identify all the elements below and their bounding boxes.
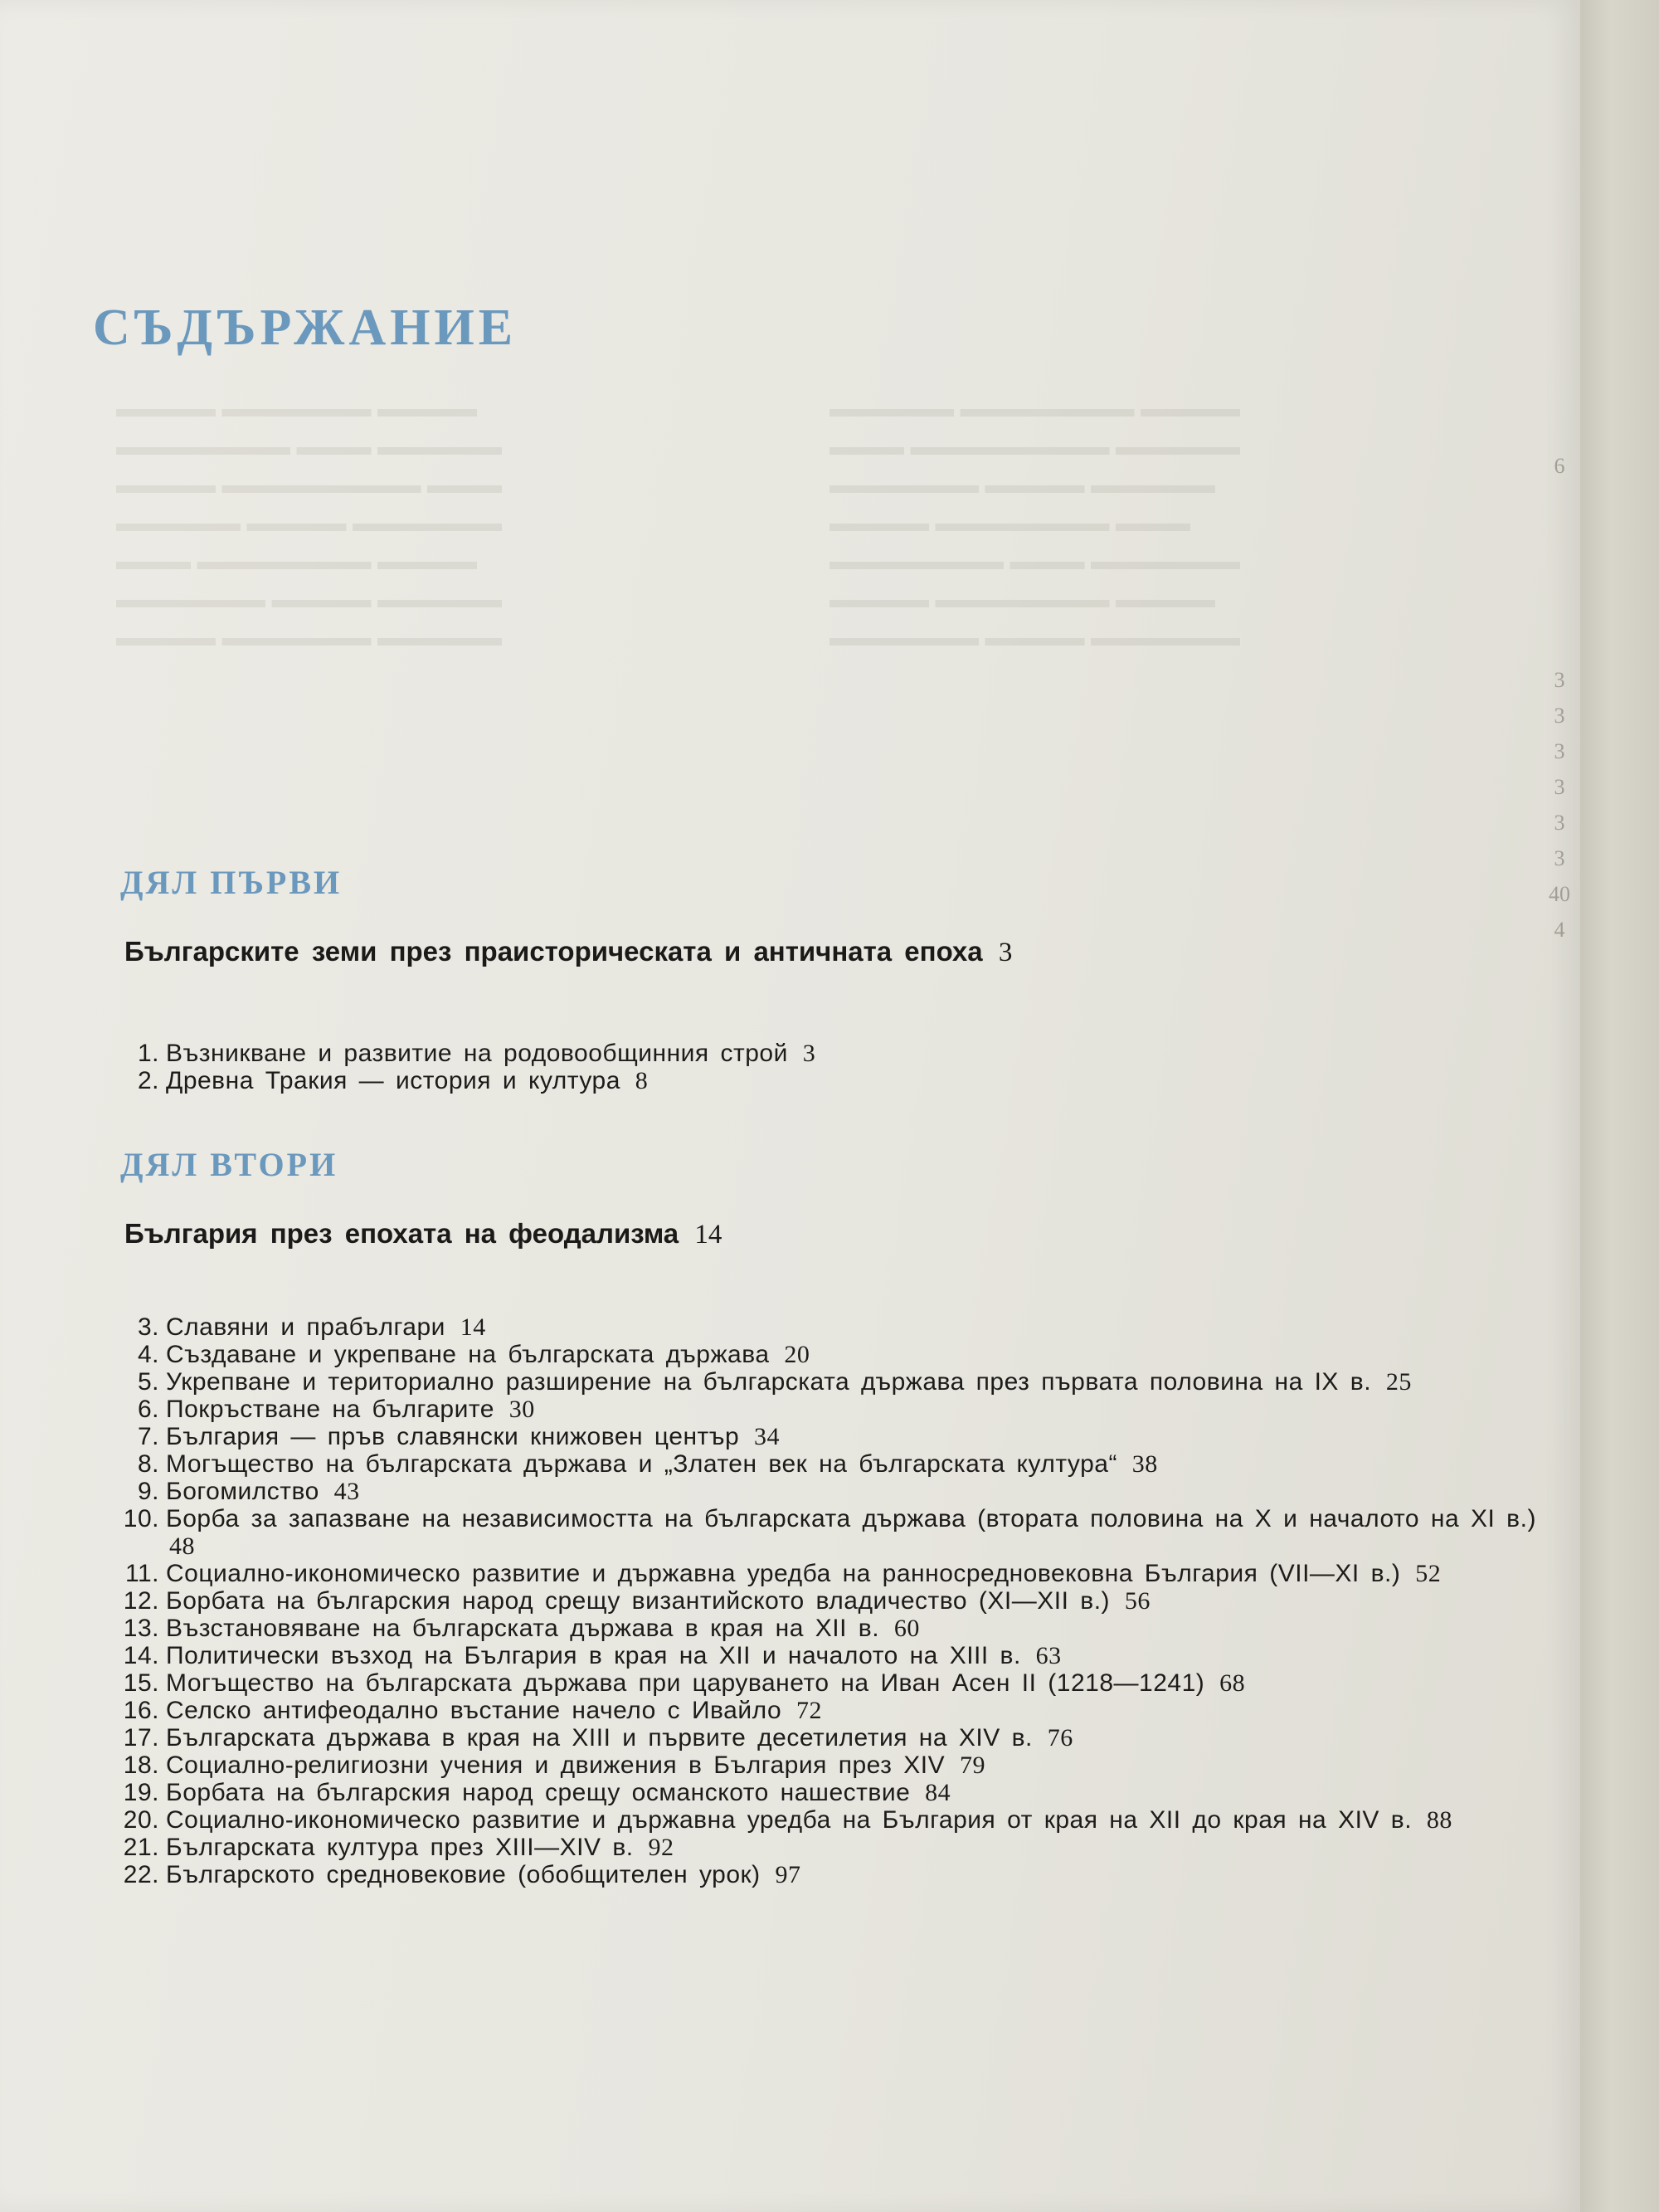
toc-entry-title: Борбата на българския народ срещу османското нашествие [166, 1779, 911, 1806]
margin-digit [1543, 519, 1576, 555]
toc-entry-number: 9. [137, 1478, 159, 1505]
toc-entry-page: 30 [508, 1396, 535, 1423]
section-1-heading [124, 936, 1012, 968]
bleed-through-text-left: ▬▬▬▬ ▬▬▬▬▬▬ ▬▬▬▬ ▬▬▬▬▬▬▬ ▬▬▬ ▬▬▬▬▬ ▬▬▬▬ ▬▬▬▬▬▬▬▬ ▬▬▬ ▬▬▬▬▬ ▬▬▬▬ ▬▬▬▬▬▬ ▬▬▬ ▬▬▬▬▬▬▬ ▬▬▬▬ ▬▬▬▬▬▬ ▬▬▬▬ ▬▬▬▬▬ ▬▬▬▬ ▬▬▬▬▬▬ ▬▬▬▬▬ [116, 395, 502, 651]
toc-entry-title: Укрепване и териториално разширение на българската държава през първата половина на IX в. [166, 1368, 1372, 1396]
toc-entry-number: 13. [123, 1615, 159, 1642]
toc-entry-number: 22. [123, 1861, 159, 1888]
toc-entry-title: Социално-икономическо развитие и държавна уредба на ранносредновековна България (VII—XI в.) [166, 1560, 1401, 1587]
toc-entry-19[interactable] [116, 1779, 1543, 1806]
toc-entry-number: 17. [123, 1724, 159, 1752]
page-title: СЪДЪРЖАНИЕ [93, 300, 518, 356]
toc-entry-number: 21. [123, 1834, 159, 1861]
bleed-through-text-right: ▬▬▬▬▬ ▬▬▬▬▬▬▬ ▬▬▬▬ ▬▬▬ ▬▬▬▬▬▬▬▬ ▬▬▬▬▬ ▬▬▬▬▬▬ ▬▬▬▬ ▬▬▬▬▬ ▬▬▬▬ ▬▬▬▬▬▬▬ ▬▬▬ ▬▬▬▬▬▬▬ ▬▬▬ ▬▬▬▬▬▬ ▬▬▬▬ ▬▬▬▬▬▬▬ ▬▬▬▬ ▬▬▬▬▬▬ ▬▬▬▬ ▬▬▬▬▬▬ [830, 395, 1240, 651]
toc-entry-page: 43 [333, 1478, 360, 1505]
facing-page-margin-digits [1543, 448, 1576, 948]
toc-entry-number: 20. [123, 1806, 159, 1834]
toc-entry-page: 76 [1047, 1724, 1073, 1752]
margin-digit [1543, 626, 1576, 662]
toc-entry-title: Селско антифеодално въстание начело с Ивайло [166, 1697, 782, 1724]
toc-entry-number: 10. [123, 1505, 159, 1532]
toc-entry-number: 1. [137, 1040, 159, 1067]
margin-digit [1543, 555, 1576, 591]
toc-entry-title: Българската държава в края на XIII и първите десетилетия на XIV в. [166, 1724, 1033, 1752]
toc-entry-10[interactable] [116, 1505, 1543, 1560]
margin-digit [1543, 591, 1576, 626]
toc-entry-page: 8 [635, 1067, 649, 1094]
margin-digit: 4 [1554, 918, 1565, 942]
toc-entry-number: 7. [137, 1423, 159, 1450]
toc-entry-6[interactable] [116, 1396, 1543, 1423]
toc-entry-12[interactable] [116, 1587, 1543, 1615]
toc-entry-8[interactable] [116, 1450, 1543, 1478]
toc-entry-number: 2. [137, 1067, 159, 1094]
toc-entry-page: 63 [1035, 1642, 1062, 1669]
toc-entry-page: 72 [795, 1697, 822, 1724]
toc-entry-number: 6. [137, 1396, 159, 1423]
toc-entry-page: 14 [460, 1313, 486, 1341]
margin-digit: 6 [1554, 454, 1565, 478]
margin-digit: 3 [1554, 811, 1565, 835]
toc-entry-number: 19. [123, 1779, 159, 1806]
toc-entry-page: 60 [893, 1615, 920, 1642]
toc-entry-number: 8. [137, 1450, 159, 1478]
toc-entry-18[interactable] [116, 1752, 1543, 1779]
page-edge [1580, 0, 1659, 2212]
toc-entry-title: Богомилство [166, 1478, 319, 1505]
section-2-heading [124, 1218, 722, 1250]
toc-entry-title: Създаване и укрепване на българската държава [166, 1341, 770, 1368]
toc-entry-page: 56 [1124, 1587, 1151, 1615]
toc-entry-page: 79 [959, 1752, 985, 1779]
margin-digit [1543, 484, 1576, 519]
section-2-toc-list [116, 1313, 1543, 1888]
toc-entry-22[interactable] [116, 1861, 1543, 1888]
section-1-heading-text: Българските земи през праисторическата и античната епоха [124, 936, 983, 967]
toc-entry-title: Древна Тракия — история и култура [166, 1067, 620, 1094]
section-1-label: ДЯЛ ПЪРВИ [120, 864, 343, 901]
toc-entry-14[interactable] [116, 1642, 1543, 1669]
toc-entry-number: 16. [123, 1697, 159, 1724]
margin-digit: 3 [1554, 846, 1565, 870]
toc-entry-page: 84 [925, 1779, 951, 1806]
toc-entry-page: 3 [802, 1040, 816, 1067]
toc-entry-title: Покръстване на българите [166, 1396, 494, 1423]
toc-entry-title: Българската култура през XIII—XIV в. [166, 1834, 634, 1861]
toc-entry-title: Могъщество на българската държава при царуването на Иван Асен II (1218—1241) [166, 1669, 1205, 1697]
margin-digit: 40 [1549, 882, 1570, 906]
margin-digit: 3 [1554, 775, 1565, 799]
toc-entry-11[interactable] [116, 1560, 1543, 1587]
toc-entry-title: Политически възход на България в края на XII и началото на XIII в. [166, 1642, 1021, 1669]
toc-entry-page: 25 [1385, 1368, 1412, 1396]
toc-entry-2[interactable] [116, 1067, 1543, 1094]
toc-entry-1[interactable] [116, 1040, 1543, 1067]
toc-entry-page: 38 [1131, 1450, 1158, 1478]
toc-entry-21[interactable] [116, 1834, 1543, 1861]
toc-entry-page: 97 [775, 1861, 801, 1888]
toc-entry-title: Възникване и развитие на родовообщинния строй [166, 1040, 788, 1067]
section-1-toc-list [116, 1040, 1543, 1094]
toc-entry-7[interactable] [116, 1423, 1543, 1450]
toc-entry-number: 3. [137, 1313, 159, 1341]
section-2-label: ДЯЛ ВТОРИ [120, 1146, 338, 1183]
toc-entry-title: Социално-религиозни учения и движения в България през XIV [166, 1752, 946, 1779]
toc-entry-title: Възстановяване на българската държава в края на XII в. [166, 1615, 880, 1642]
toc-entry-13[interactable] [116, 1615, 1543, 1642]
toc-entry-15[interactable] [116, 1669, 1543, 1697]
toc-entry-3[interactable] [116, 1313, 1543, 1341]
margin-digit: 3 [1554, 739, 1565, 763]
toc-entry-4[interactable] [116, 1341, 1543, 1368]
toc-entry-page: 48 [169, 1532, 195, 1560]
toc-entry-17[interactable] [116, 1724, 1543, 1752]
toc-entry-title: Могъщество на българската държава и „Златен век на българската култура“ [166, 1450, 1117, 1478]
section-2-heading-text: България през епохата на феодализма [124, 1218, 679, 1249]
toc-entry-number: 14. [123, 1642, 159, 1669]
toc-entry-number: 18. [123, 1752, 159, 1779]
toc-entry-20[interactable] [116, 1806, 1543, 1834]
toc-entry-16[interactable] [116, 1697, 1543, 1724]
toc-entry-title: Социално-икономическо развитие и държавна уредба на България от края на XII до края на XIV в. [166, 1806, 1413, 1834]
margin-digit: 3 [1554, 704, 1565, 728]
toc-entry-title: Славяни и прабългари [166, 1313, 445, 1341]
toc-entry-page: 92 [648, 1834, 674, 1861]
toc-entry-5[interactable] [116, 1368, 1543, 1396]
toc-entry-title: Българското средновековие (обобщителен урок) [166, 1861, 761, 1888]
toc-entry-number: 4. [137, 1341, 159, 1368]
toc-entry-number: 5. [137, 1368, 159, 1396]
toc-entry-page: 88 [1426, 1806, 1452, 1834]
section-1-heading-page: 3 [998, 938, 1013, 967]
toc-entry-9[interactable] [116, 1478, 1543, 1505]
toc-entry-page: 68 [1219, 1669, 1246, 1697]
toc-entry-title: Борбата на българския народ срещу византийското владичество (XI—XII в.) [166, 1587, 1111, 1615]
toc-entry-page: 52 [1415, 1560, 1442, 1587]
toc-entry-title: Борба за запазване на независимостта на българската държава (втората половина на X и началото на XI в.) [166, 1505, 1536, 1532]
toc-entry-number: 11. [125, 1560, 159, 1587]
margin-digit: 3 [1554, 668, 1565, 692]
toc-entry-number: 12. [123, 1587, 159, 1615]
toc-entry-title: България — пръв славянски книжовен център [166, 1423, 740, 1450]
section-2-heading-page: 14 [694, 1220, 722, 1250]
toc-entry-number: 15. [123, 1669, 159, 1697]
toc-entry-page: 34 [754, 1423, 781, 1450]
toc-entry-page: 20 [784, 1341, 810, 1368]
